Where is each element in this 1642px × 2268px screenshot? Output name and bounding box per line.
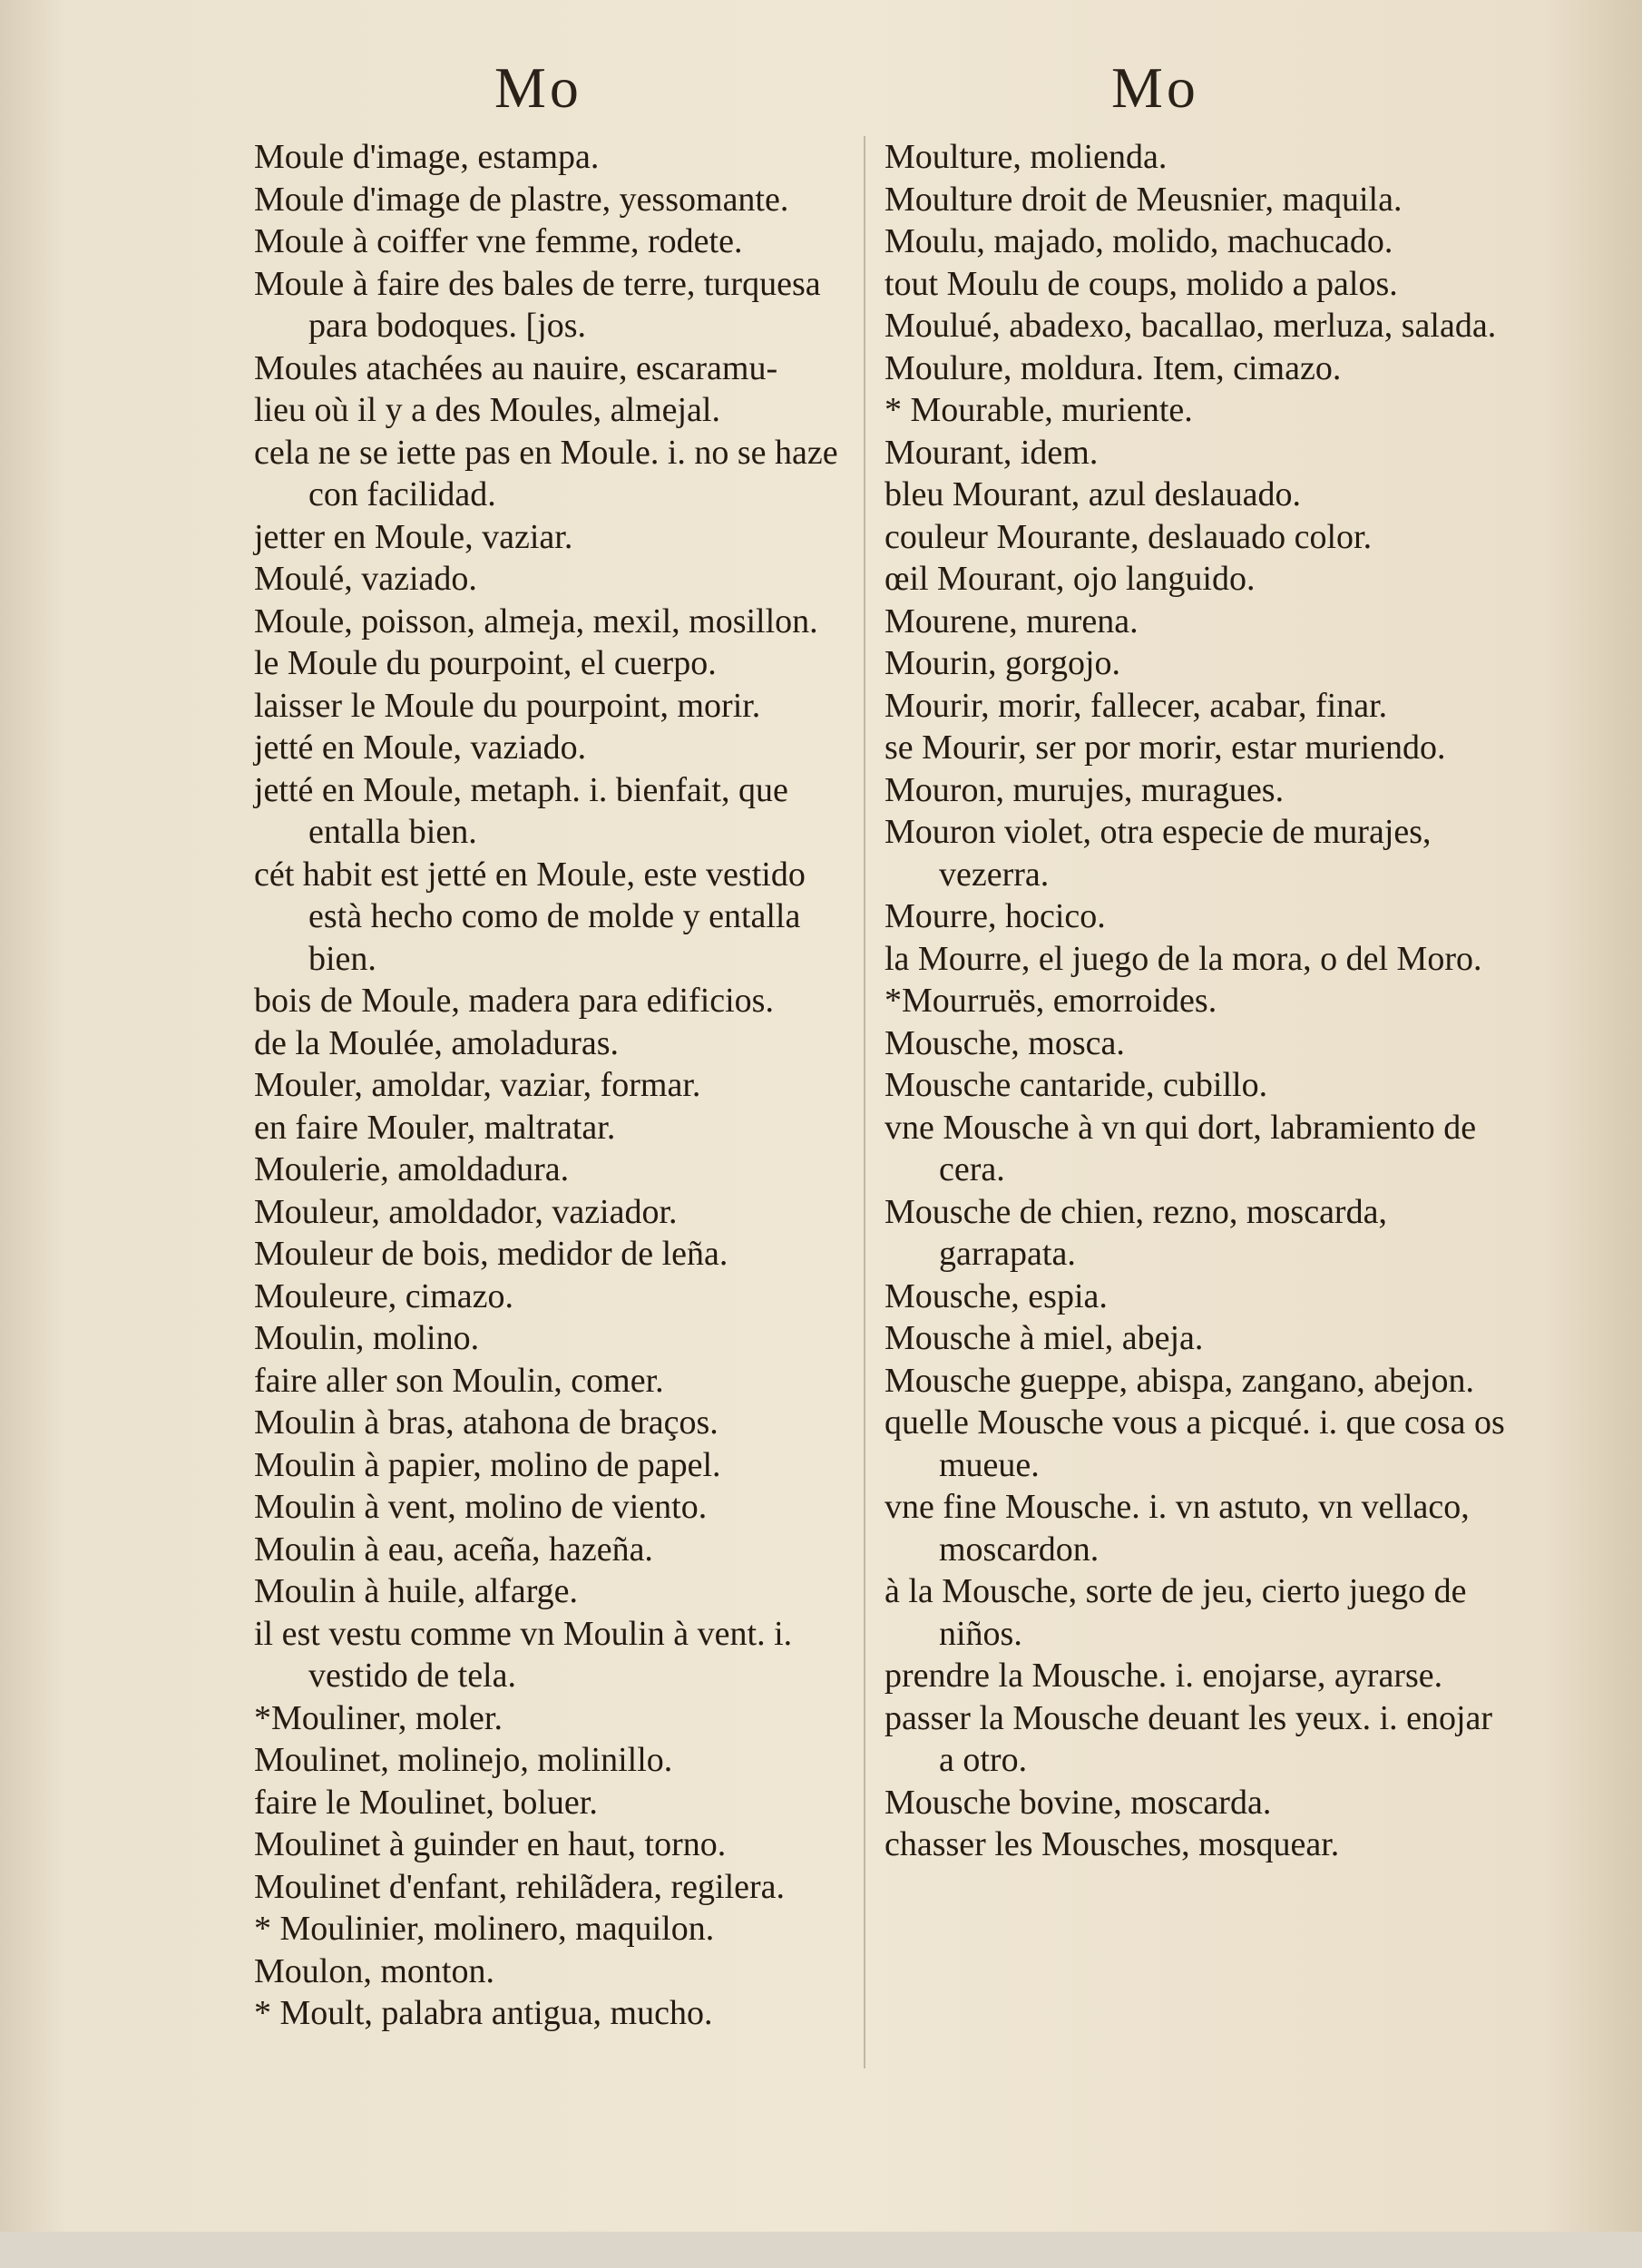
dictionary-entry: Mouleur, amoldador, vaziador. bbox=[254, 1192, 678, 1231]
running-head-right: Mo bbox=[1111, 55, 1199, 120]
dictionary-entry: Mouleure, cimazo. bbox=[254, 1276, 513, 1315]
dictionary-entry: Mousche, espia. bbox=[885, 1276, 1108, 1315]
dictionary-entry: cét habit est jetté en Moule, este vestido està hecho como de molde y entalla bien. bbox=[254, 855, 806, 978]
dictionary-entry: vne Mousche à vn qui dort, labramiento de cera. bbox=[885, 1108, 1477, 1188]
dictionary-entry: Mousche à miel, abeja. bbox=[885, 1319, 1204, 1357]
dictionary-entry: *Mouliner, moler. bbox=[254, 1698, 503, 1737]
dictionary-entry: couleur Mourante, deslauado color. bbox=[885, 517, 1373, 556]
running-head-left: Mo bbox=[494, 55, 582, 120]
dictionary-entry: la Mourre, el juego de la mora, o del Moro. bbox=[885, 939, 1482, 978]
dictionary-entry: Mouler, amoldar, vaziar, formar. bbox=[254, 1066, 701, 1104]
dictionary-entry: Mousche bovine, moscarda. bbox=[885, 1783, 1272, 1822]
dictionary-entry: Mouleur de bois, medidor de leña. bbox=[254, 1235, 728, 1273]
dictionary-entry: quelle Mousche vous a picqué. i. que cosa os mueue. bbox=[885, 1403, 1505, 1484]
dictionary-entry: Mousche, mosca. bbox=[885, 1023, 1125, 1062]
dictionary-entry: cela ne se iette pas en Moule. i. no se haze con facilidad. bbox=[254, 433, 838, 513]
dictionary-entry: Moulture, molienda. bbox=[885, 138, 1168, 176]
dictionary-entry: Moulin à eau, aceña, hazeña. bbox=[254, 1530, 653, 1569]
dictionary-entry: Moulinet d'enfant, rehilãdera, regilera. bbox=[254, 1867, 786, 1906]
dictionary-entry: Moulin à bras, atahona de braços. bbox=[254, 1403, 718, 1442]
dictionary-entry: * Moult, palabra antigua, mucho. bbox=[254, 1994, 713, 2032]
dictionary-entry: bois de Moule, madera para edificios. bbox=[254, 982, 774, 1020]
dictionary-entry: bleu Mourant, azul deslauado. bbox=[885, 475, 1302, 513]
dictionary-entry: Moule à faire des bales de terre, turquesa para bodoques. [jos. bbox=[254, 264, 821, 345]
dictionary-entry: il est vestu comme vn Moulin à vent. i. vestido de tela. bbox=[254, 1614, 793, 1695]
dictionary-entry: laisser le Moule du pourpoint, morir. bbox=[254, 686, 761, 725]
dictionary-entry: * Moulinier, molinero, maquilon. bbox=[254, 1910, 715, 1948]
dictionary-entry: faire aller son Moulin, comer. bbox=[254, 1361, 664, 1400]
dictionary-entry: Mouron violet, otra especie de murajes, vezerra. bbox=[885, 813, 1432, 894]
dictionary-entry: Moulin, molino. bbox=[254, 1319, 480, 1357]
dictionary-entry: Mousche gueppe, abispa, zangano, abejon. bbox=[885, 1361, 1475, 1400]
dictionary-entry: se Mourir, ser por morir, estar muriendo. bbox=[885, 728, 1446, 767]
dictionary-entry: Moules atachées au nauire, escaramu- bbox=[254, 348, 778, 387]
dictionary-entry: Mourre, hocico. bbox=[885, 897, 1106, 935]
dictionary-entry: de la Moulée, amoladuras. bbox=[254, 1023, 620, 1062]
dictionary-entry: chasser les Mousches, mosquear. bbox=[885, 1825, 1340, 1863]
dictionary-entry: Moulon, monton. bbox=[254, 1951, 494, 1990]
dictionary-entry: œil Mourant, ojo languido. bbox=[885, 560, 1256, 598]
dictionary-entry: Moule, poisson, almeja, mexil, mosillon. bbox=[254, 601, 818, 640]
dictionary-entry: *Mourruës, emorroides. bbox=[885, 982, 1217, 1020]
dictionary-entry: Moulture droit de Meusnier, maquila. bbox=[885, 180, 1403, 219]
dictionary-entry: jetter en Moule, vaziar. bbox=[254, 517, 573, 556]
dictionary-entry: Mourant, idem. bbox=[885, 433, 1099, 472]
dictionary-entry: Moulinet à guinder en haut, torno. bbox=[254, 1825, 727, 1863]
dictionary-entry: le Moule du pourpoint, el cuerpo. bbox=[254, 644, 717, 682]
left-column bbox=[254, 136, 862, 2035]
column-divider bbox=[864, 136, 865, 2068]
dictionary-entry: Mousche cantaride, cubillo. bbox=[885, 1066, 1268, 1104]
dictionary-entry: Mourir, morir, fallecer, acabar, finar. bbox=[885, 686, 1388, 725]
dictionary-entry: à la Mousche, sorte de jeu, cierto juego de niños. bbox=[885, 1572, 1467, 1653]
dictionary-entry: Moulué, abadexo, bacallao, merluza, salada. bbox=[885, 307, 1497, 345]
dictionary-entry: Moulinet, molinejo, molinillo. bbox=[254, 1741, 673, 1779]
right-column bbox=[885, 136, 1510, 1866]
dictionary-entry: en faire Mouler, maltratar. bbox=[254, 1108, 616, 1147]
dictionary-entry: Moulin à papier, molino de papel. bbox=[254, 1445, 721, 1484]
dictionary-entry: Mousche de chien, rezno, moscarda, garrapata. bbox=[885, 1192, 1387, 1273]
page-margin bbox=[0, 2232, 1642, 2268]
dictionary-entry: jetté en Moule, metaph. i. bienfait, que entalla bien. bbox=[254, 770, 788, 851]
dictionary-entry: tout Moulu de coups, molido a palos. bbox=[885, 264, 1398, 303]
dictionary-entry: faire le Moulinet, boluer. bbox=[254, 1783, 598, 1822]
dictionary-entry: Moule d'image de plastre, yessomante. bbox=[254, 180, 789, 219]
dictionary-entry: passer la Mousche deuant les yeux. i. enojar a otro. bbox=[885, 1698, 1493, 1779]
dictionary-entry: Mouron, murujes, muragues. bbox=[885, 770, 1285, 809]
dictionary-entry: Moulin à huile, alfarge. bbox=[254, 1572, 579, 1610]
dictionary-entry: Moule à coiffer vne femme, rodete. bbox=[254, 222, 743, 260]
dictionary-entry: Mourin, gorgojo. bbox=[885, 644, 1121, 682]
dictionary-entry: Moulin à vent, molino de viento. bbox=[254, 1488, 708, 1526]
dictionary-entry: Moulé, vaziado. bbox=[254, 560, 477, 598]
dictionary-entry: Moulerie, amoldadura. bbox=[254, 1150, 570, 1188]
dictionary-entry: prendre la Mousche. i. enojarse, ayrarse. bbox=[885, 1657, 1443, 1695]
dictionary-entry: lieu où il y a des Moules, almejal. bbox=[254, 391, 720, 429]
dictionary-entry: Mourene, murena. bbox=[885, 601, 1139, 640]
dictionary-entry: * Mourable, muriente. bbox=[885, 391, 1193, 429]
dictionary-entry: Moulure, moldura. Item, cimazo. bbox=[885, 348, 1342, 387]
dictionary-entry: Moule d'image, estampa. bbox=[254, 138, 600, 176]
dictionary-entry: vne fine Mousche. i. vn astuto, vn vellaco, moscardon. bbox=[885, 1488, 1470, 1569]
dictionary-entry: Moulu, majado, molido, machucado. bbox=[885, 222, 1393, 260]
dictionary-entry: jetté en Moule, vaziado. bbox=[254, 728, 587, 767]
